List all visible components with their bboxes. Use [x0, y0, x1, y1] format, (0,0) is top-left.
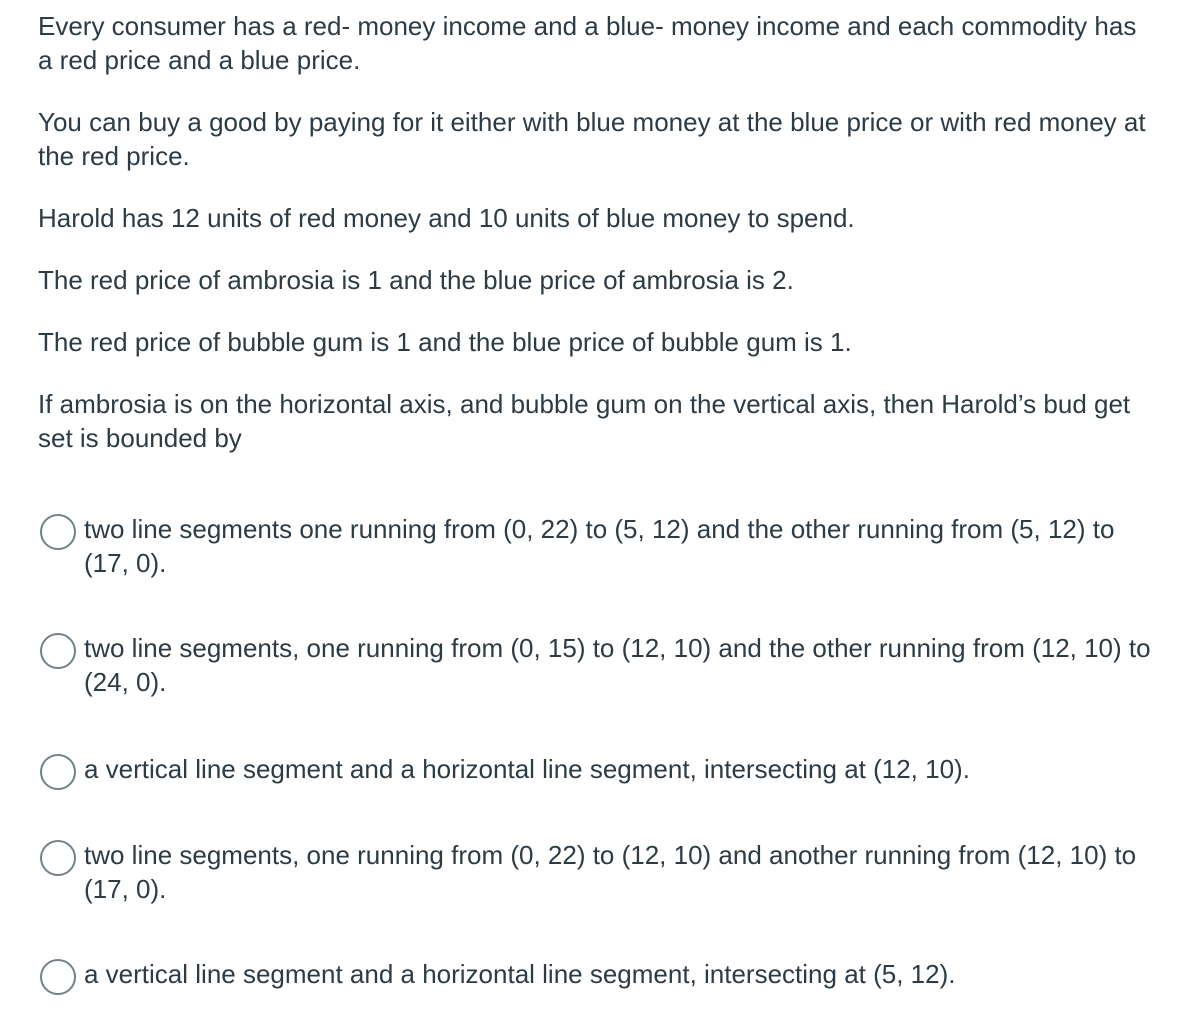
question-paragraph: The red price of ambrosia is 1 and the blue price of ambrosia is 2. [38, 265, 794, 295]
radio-button[interactable] [40, 754, 76, 790]
answer-option[interactable] [40, 752, 1160, 790]
radio-button[interactable] [40, 514, 76, 550]
answer-option[interactable] [40, 957, 1160, 995]
answer-label[interactable]: two line segments one running from (0, 22) to (5, 12) and the other running from (5, 12) to (17, 0). [84, 514, 1115, 578]
answer-option[interactable] [40, 838, 1160, 906]
answer-option[interactable] [40, 512, 1160, 580]
radio-button[interactable] [40, 633, 76, 669]
question-text [38, 9, 1148, 455]
question-paragraph: Every consumer has a red- money income and a blue- money income and each commodity has a red price and a blue price. [38, 11, 1137, 75]
radio-button[interactable] [40, 959, 76, 995]
answer-option[interactable] [40, 631, 1160, 699]
answer-label[interactable]: a vertical line segment and a horizontal line segment, intersecting at (5, 12). [84, 959, 956, 989]
radio-button[interactable] [40, 840, 76, 876]
question-paragraph: Harold has 12 units of red money and 10 units of blue money to spend. [38, 203, 855, 233]
question-paragraph: The red price of bubble gum is 1 and the blue price of bubble gum is 1. [38, 327, 852, 357]
question-paragraph: If ambrosia is on the horizontal axis, and bubble gum on the vertical axis, then Harold’s bud get set is bounded by [38, 389, 1131, 453]
answer-label[interactable]: two line segments, one running from (0, 15) to (12, 10) and the other running from (12, 10) to (24, 0). [84, 633, 1151, 697]
answer-label[interactable]: two line segments, one running from (0, 22) to (12, 10) and another running from (12, 10) to (17, 0). [84, 840, 1137, 904]
answer-label[interactable]: a vertical line segment and a horizontal line segment, intersecting at (12, 10). [84, 754, 970, 784]
question-paragraph: You can buy a good by paying for it either with blue money at the blue price or with red money at the red price. [38, 107, 1146, 171]
